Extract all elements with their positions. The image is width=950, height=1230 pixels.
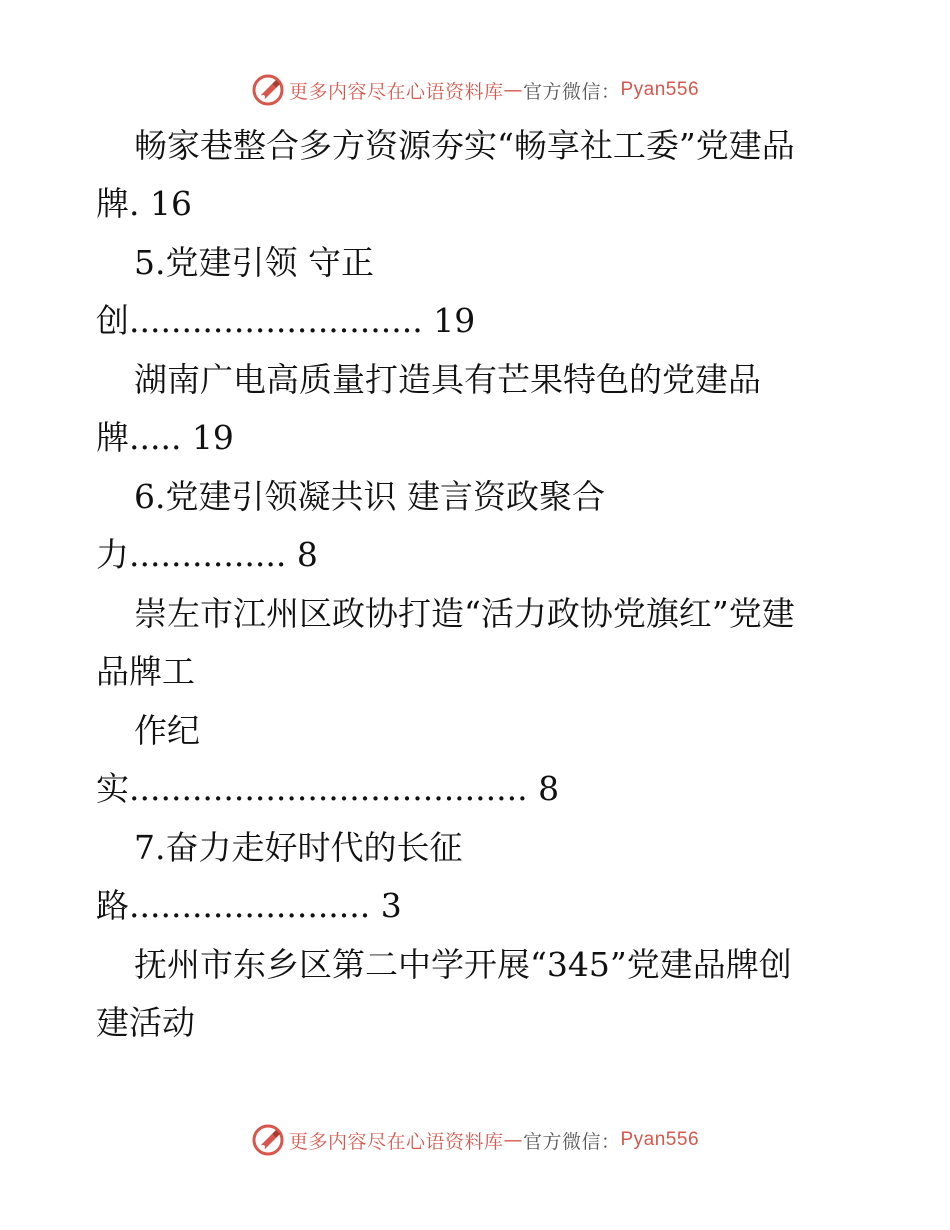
toc-line-10: 品牌工 (96, 652, 195, 691)
toc-line-13: 7.奋力走好时代的长征 (134, 828, 463, 867)
toc-line-9: 崇左市江州区政协打造“活力政协党旗红”党建 (134, 594, 795, 633)
banner-main-text: 更多内容尽在心语资料库 (288, 1130, 504, 1153)
toc-line-3: 5.党建引领 守正 (134, 243, 374, 282)
toc-line-14: 路....................... 3 (96, 886, 402, 925)
toc-line-6: 牌..... 19 (96, 418, 234, 457)
toc-line-1: 畅家巷整合多方资源夯实“畅享社工委”党建品 (134, 126, 795, 165)
banner-sub-text: 官方微信： (522, 80, 621, 103)
toc-line-15: 抚州市东乡区第二中学开展“345”党建品牌创 (134, 945, 792, 984)
toc-line-7: 6.党建引领凝共识 建言资政聚合 (134, 477, 605, 516)
banner-dash: — (503, 79, 523, 101)
toc-line-2: 牌. 16 (96, 184, 192, 223)
toc-line-12: 实...................................... 8 (96, 769, 560, 808)
toc-line-11: 作纪 (134, 711, 200, 750)
banner-wechat-id: Pyan556 (620, 1129, 700, 1150)
toc-line-16: 建活动 (96, 1003, 195, 1042)
banner-wechat-id: Pyan556 (620, 79, 700, 100)
banner-dash: — (503, 1129, 523, 1151)
banner-main-text: 更多内容尽在心语资料库 (288, 80, 504, 103)
banner-sub-text: 官方微信： (522, 1130, 621, 1153)
toc-line-8: 力............... 8 (96, 535, 318, 574)
footer-banner (0, 1122, 950, 1158)
pen-nib-logo-icon (251, 1123, 285, 1157)
toc-line-5: 湖南广电高质量打造具有芒果特色的党建品 (134, 360, 761, 399)
toc-line-4: 创............................ 19 (96, 301, 476, 340)
